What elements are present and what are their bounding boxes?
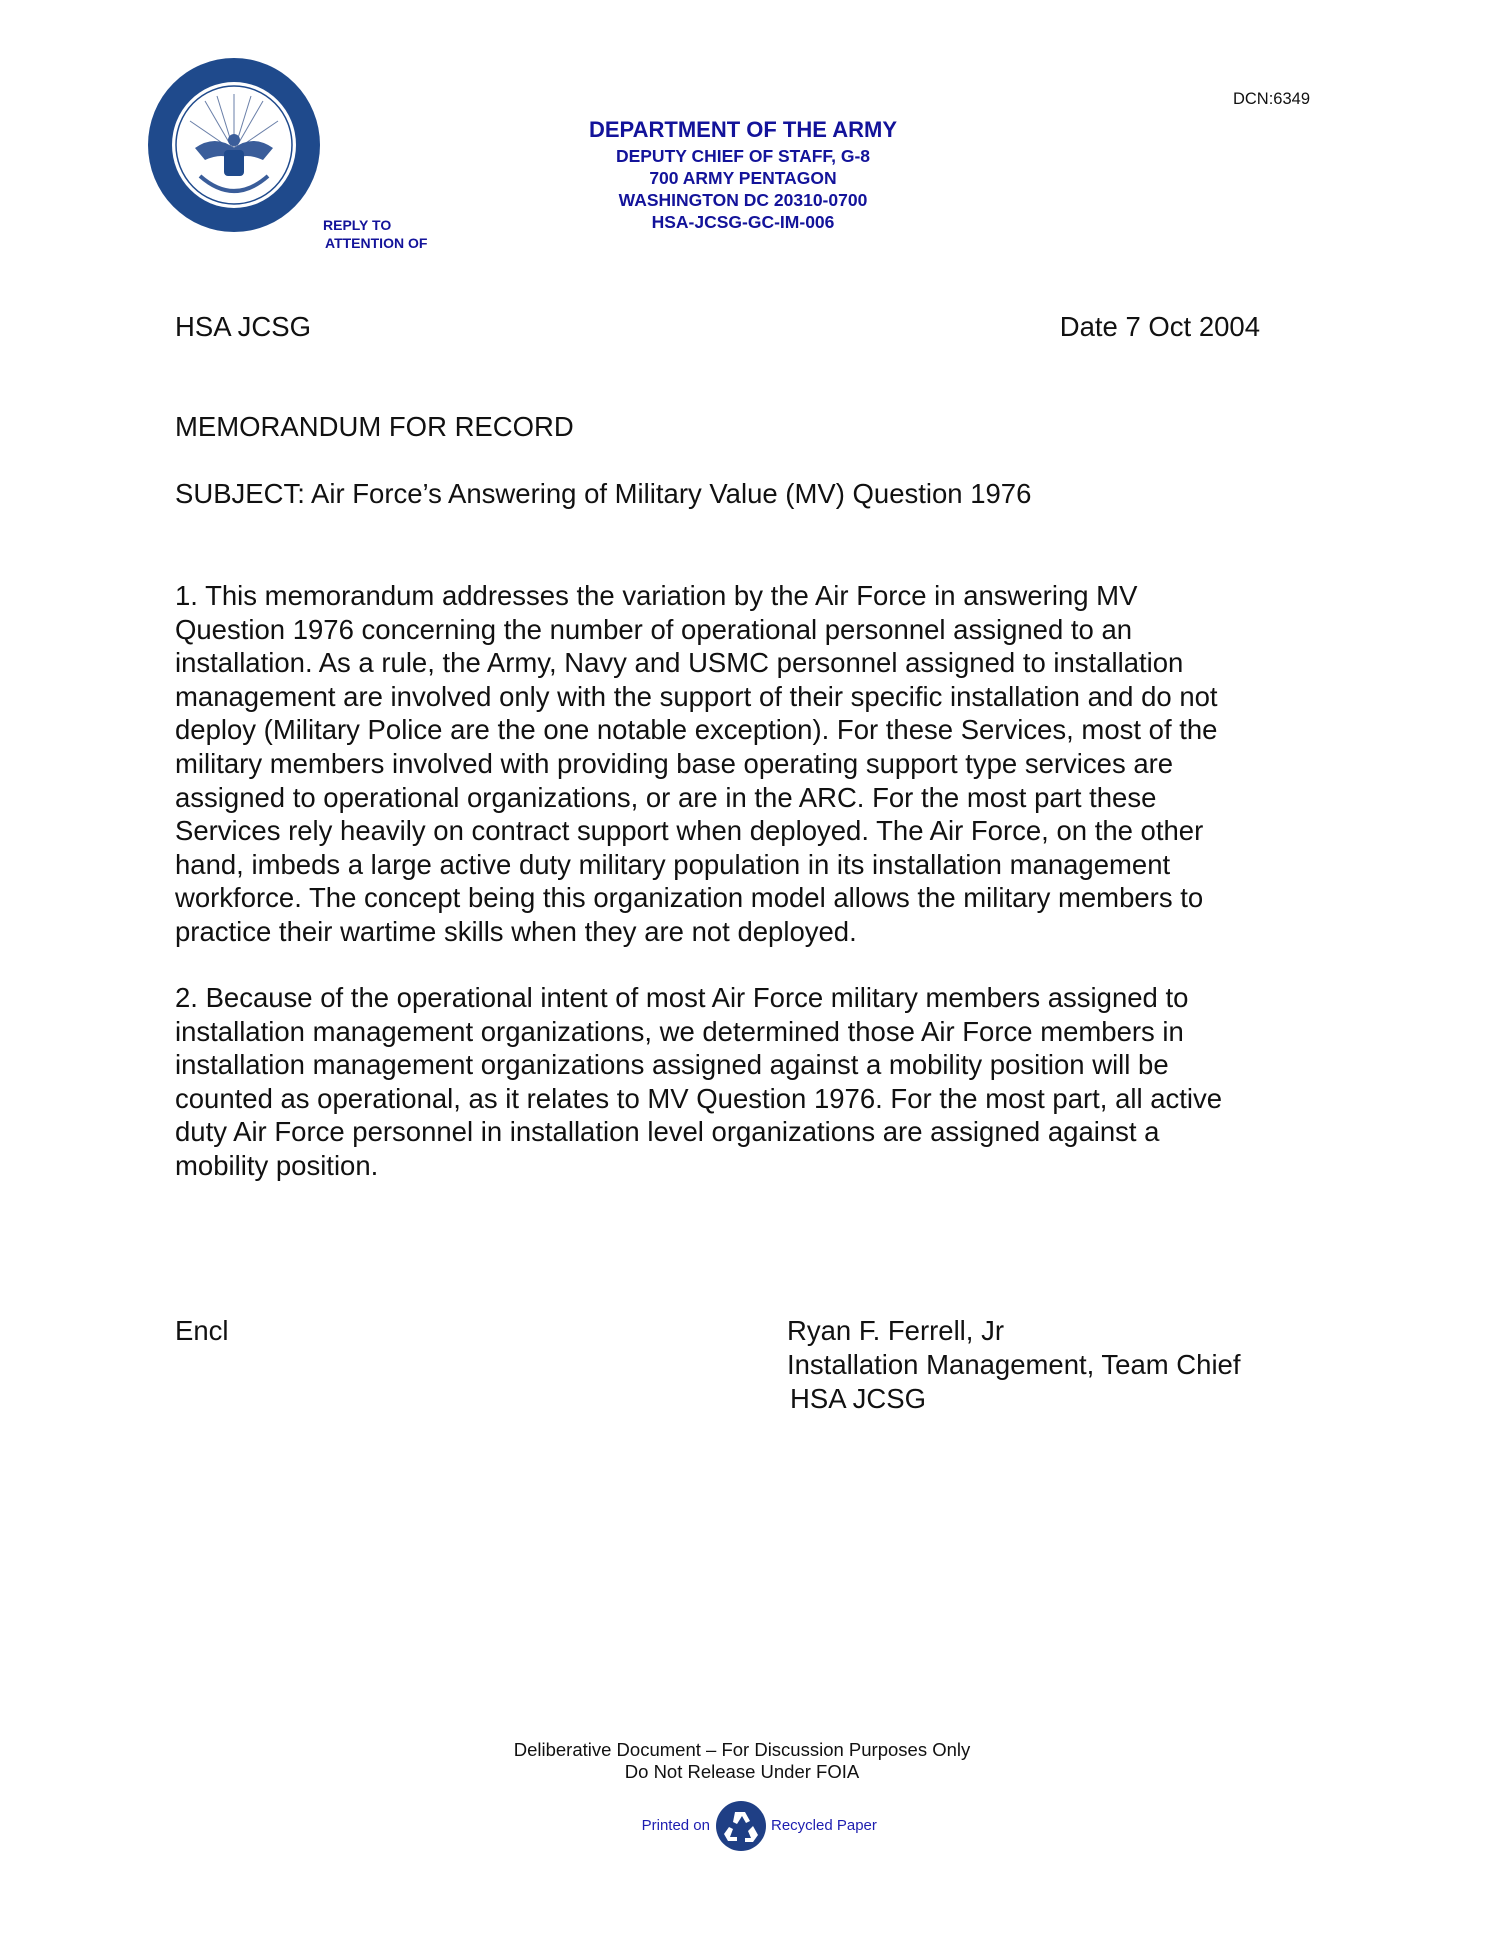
paragraph-line: deploy (Military Police are the one notable exception). For these Services, most of the <box>175 714 1218 746</box>
enclosure-label: Encl <box>175 1315 229 1346</box>
paragraph-line: installation management organizations, we determined those Air Force members in <box>175 1015 1184 1047</box>
footer-deliberative: Deliberative Document – For Discussion Purposes Only <box>513 1739 971 1760</box>
letterhead-line: DEPUTY CHIEF OF STAFF, G-8 <box>615 146 871 166</box>
recycle-icon <box>715 1800 767 1852</box>
attention-of-label: ATTENTION OF <box>325 235 428 251</box>
letterhead-line: WASHINGTON DC 20310-0700 <box>618 190 868 210</box>
paragraph-line: installation. As a rule, the Army, Navy and USMC personnel assigned to installation <box>175 647 1184 679</box>
memo-subject: SUBJECT: Air Force’s Answering of Military Value (MV) Question 1976 <box>175 478 1032 509</box>
paragraph-line: mobility position. <box>175 1149 379 1181</box>
paragraph-line: workforce. The concept being this organization model allows the military members to <box>175 882 1204 914</box>
paragraph-line: Services rely heavily on contract support when deployed. The Air Force, on the other <box>175 815 1204 847</box>
paragraph-line: Question 1976 concerning the number of operational personnel assigned to an <box>175 613 1133 645</box>
paragraph-line: duty Air Force personnel in installation level organizations are assigned against a <box>175 1116 1160 1148</box>
paragraph-line: counted as operational, as it relates to MV Question 1976. For the most part, all active <box>175 1082 1223 1114</box>
dod-seal <box>145 56 323 234</box>
memo-heading: MEMORANDUM FOR RECORD <box>175 411 574 442</box>
paragraph-1 <box>175 579 1218 949</box>
footer-foia: Do Not Release Under FOIA <box>624 1761 860 1782</box>
paragraph-line: assigned to operational organizations, or are in the ARC. For the most part these <box>175 781 1157 813</box>
recycled-paper-label: Recycled Paper <box>771 1817 877 1834</box>
paragraph-2 <box>175 981 1222 1183</box>
office-symbol: HSA JCSG <box>175 311 312 342</box>
paragraph-line: 2. Because of the operational intent of most Air Force military members assigned to <box>175 982 1189 1013</box>
memo-date: Date 7 Oct 2004 <box>1059 311 1260 342</box>
paragraph-line: management are involved only with the support of their specific installation and do not <box>175 680 1218 712</box>
printed-on-label: Printed on <box>641 1817 710 1834</box>
paragraph-line: installation management organizations assigned against a mobility position will be <box>175 1049 1169 1081</box>
letterhead-title: DEPARTMENT OF THE ARMY <box>589 117 897 142</box>
signer-title: Installation Management, Team Chief <box>787 1349 1241 1380</box>
signer-name: Ryan F. Ferrell, Jr <box>787 1315 1004 1346</box>
paragraph-line: military members involved with providing base operating support type services are <box>175 747 1174 779</box>
signer-org: HSA JCSG <box>790 1383 927 1414</box>
dcn-number: DCN:6349 <box>1232 90 1310 108</box>
letterhead-line: HSA-JCSG-GC-IM-006 <box>651 212 835 232</box>
letterhead-line: 700 ARMY PENTAGON <box>649 168 837 188</box>
paragraph-line: hand, imbeds a large active duty military population in its installation management <box>175 848 1171 880</box>
reply-to-label: REPLY TO <box>323 217 392 233</box>
paragraph-line: practice their wartime skills when they are not deployed. <box>175 915 857 947</box>
paragraph-line: 1. This memorandum addresses the variation by the Air Force in answering MV <box>175 580 1138 611</box>
